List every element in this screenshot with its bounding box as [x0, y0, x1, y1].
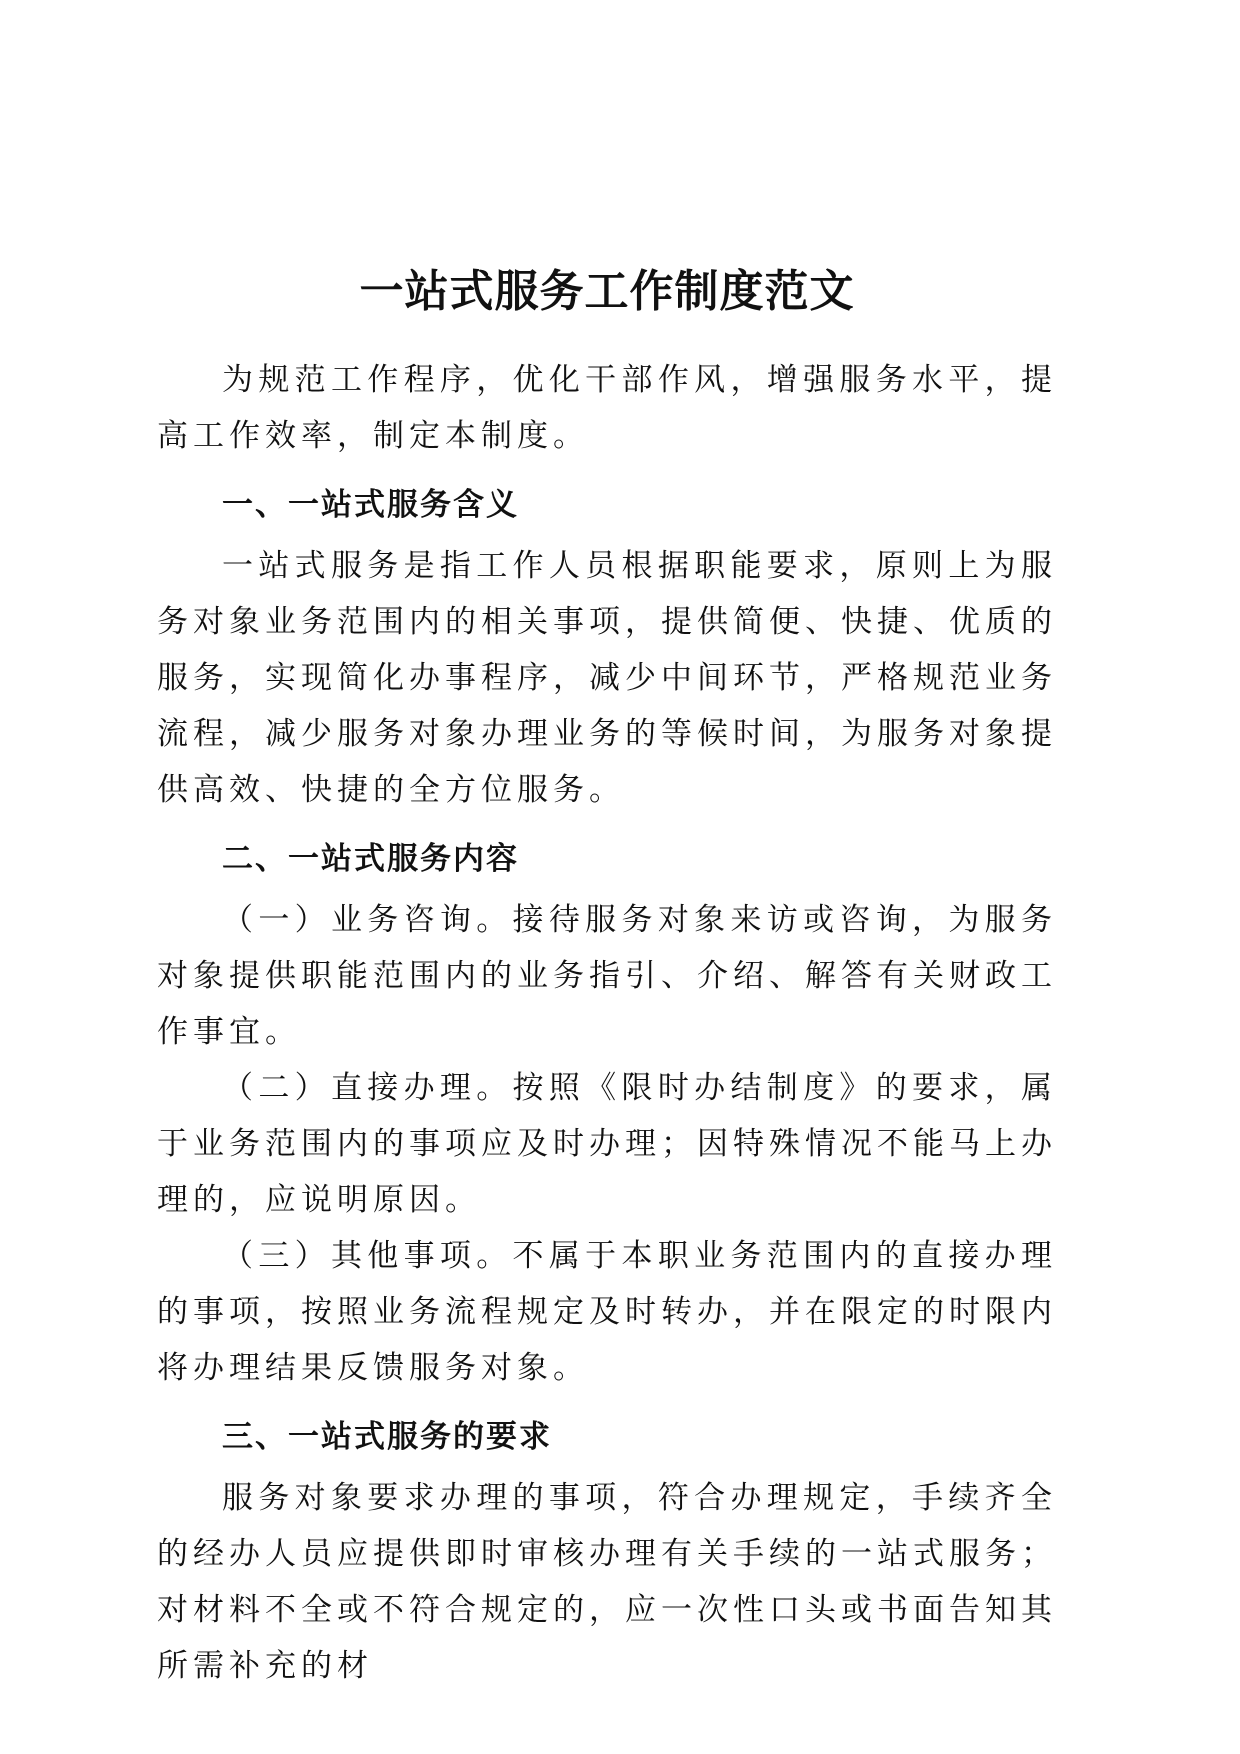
section-1-paragraph-1: 一站式服务是指工作人员根据职能要求，原则上为服务对象业务范围内的相关事项，提供简便、快捷、优质的服务，实现简化办事程序，减少中间环节，严格规范业务流程，减少服务对象办理业务的等候时间，为服务对象提供高效、快捷的全方位服务。 [157, 548, 1057, 808]
section-3-paragraph-1: 服务对象要求办理的事项，符合办理规定，手续齐全的经办人员应提供即时审核办理有关手续的一站式服务；对材料不全或不符合规定的，应一次性口头或书面告知其所需补充的材 [157, 1480, 1057, 1684]
document-body [157, 262, 1057, 1694]
section-2-paragraph-3: （三）其他事项。不属于本职业务范围内的直接办理的事项，按照业务流程规定及时转办，并在限定的时限内将办理结果反馈服务对象。 [157, 1238, 1057, 1386]
section-3-heading: 三、一站式服务的要求 [222, 1419, 552, 1455]
section-2-paragraph-2: （二）直接办理。按照《限时办结制度》的要求，属于业务范围内的事项应及时办理；因特殊情况不能马上办理的，应说明原因。 [157, 1070, 1057, 1218]
section-1-heading: 一、一站式服务含义 [222, 487, 519, 523]
intro-paragraph: 为规范工作程序，优化干部作风，增强服务水平，提高工作效率，制定本制度。 [157, 362, 1057, 454]
document-title: 一站式服务工作制度范文 [359, 266, 855, 317]
section-gap [157, 464, 1057, 474]
section-2-paragraph-1: （一）业务咨询。接待服务对象来访或咨询，为服务对象提供职能范围内的业务指引、介绍、解答有关财政工作事宜。 [157, 902, 1057, 1050]
section-2-heading: 二、一站式服务内容 [222, 841, 519, 877]
section-gap [157, 818, 1057, 828]
section-gap [157, 1396, 1057, 1406]
